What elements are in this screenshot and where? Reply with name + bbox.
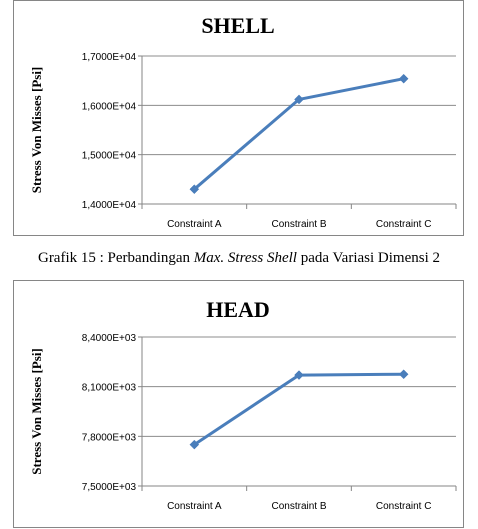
series-line xyxy=(194,374,403,444)
head-chart-svg xyxy=(14,281,465,529)
shell-chart xyxy=(13,0,464,236)
y-axis-label: Stress Von Misses [Psi] xyxy=(29,66,44,194)
y-tick-label: 1,5000E+04 xyxy=(81,150,136,162)
y-tick-label: 1,4000E+04 xyxy=(81,200,136,211)
chart-title: HEAD xyxy=(206,297,270,322)
y-tick-label: 1,6000E+04 xyxy=(81,101,136,113)
x-tick-label: Constraint C xyxy=(375,219,432,230)
caption-prefix: Grafik 15 : Perbandingan xyxy=(37,250,194,266)
y-tick-label: 8,4000E+03 xyxy=(81,333,136,344)
y-tick-label: 1,7000E+04 xyxy=(81,52,136,63)
caption-italic: Max. Stress Shell xyxy=(193,250,297,266)
x-tick-label: Constraint B xyxy=(271,501,327,512)
chart-title: SHELL xyxy=(201,13,275,38)
y-tick-label: 7,8000E+03 xyxy=(81,432,136,444)
y-axis-label: Stress Von Misses [Psi] xyxy=(29,348,44,475)
figure-caption xyxy=(0,250,478,267)
caption-suffix: pada Variasi Dimensi 2 xyxy=(296,250,440,266)
y-tick-label: 7,5000E+03 xyxy=(81,482,136,493)
x-tick-label: Constraint A xyxy=(167,501,222,512)
x-tick-label: Constraint C xyxy=(375,501,432,512)
data-point xyxy=(399,370,408,379)
data-point xyxy=(399,74,408,83)
shell-chart-svg xyxy=(14,1,465,237)
x-tick-label: Constraint B xyxy=(271,219,327,230)
x-tick-label: Constraint A xyxy=(167,219,222,230)
head-chart xyxy=(13,280,464,528)
y-tick-label: 8,1000E+03 xyxy=(81,382,136,394)
